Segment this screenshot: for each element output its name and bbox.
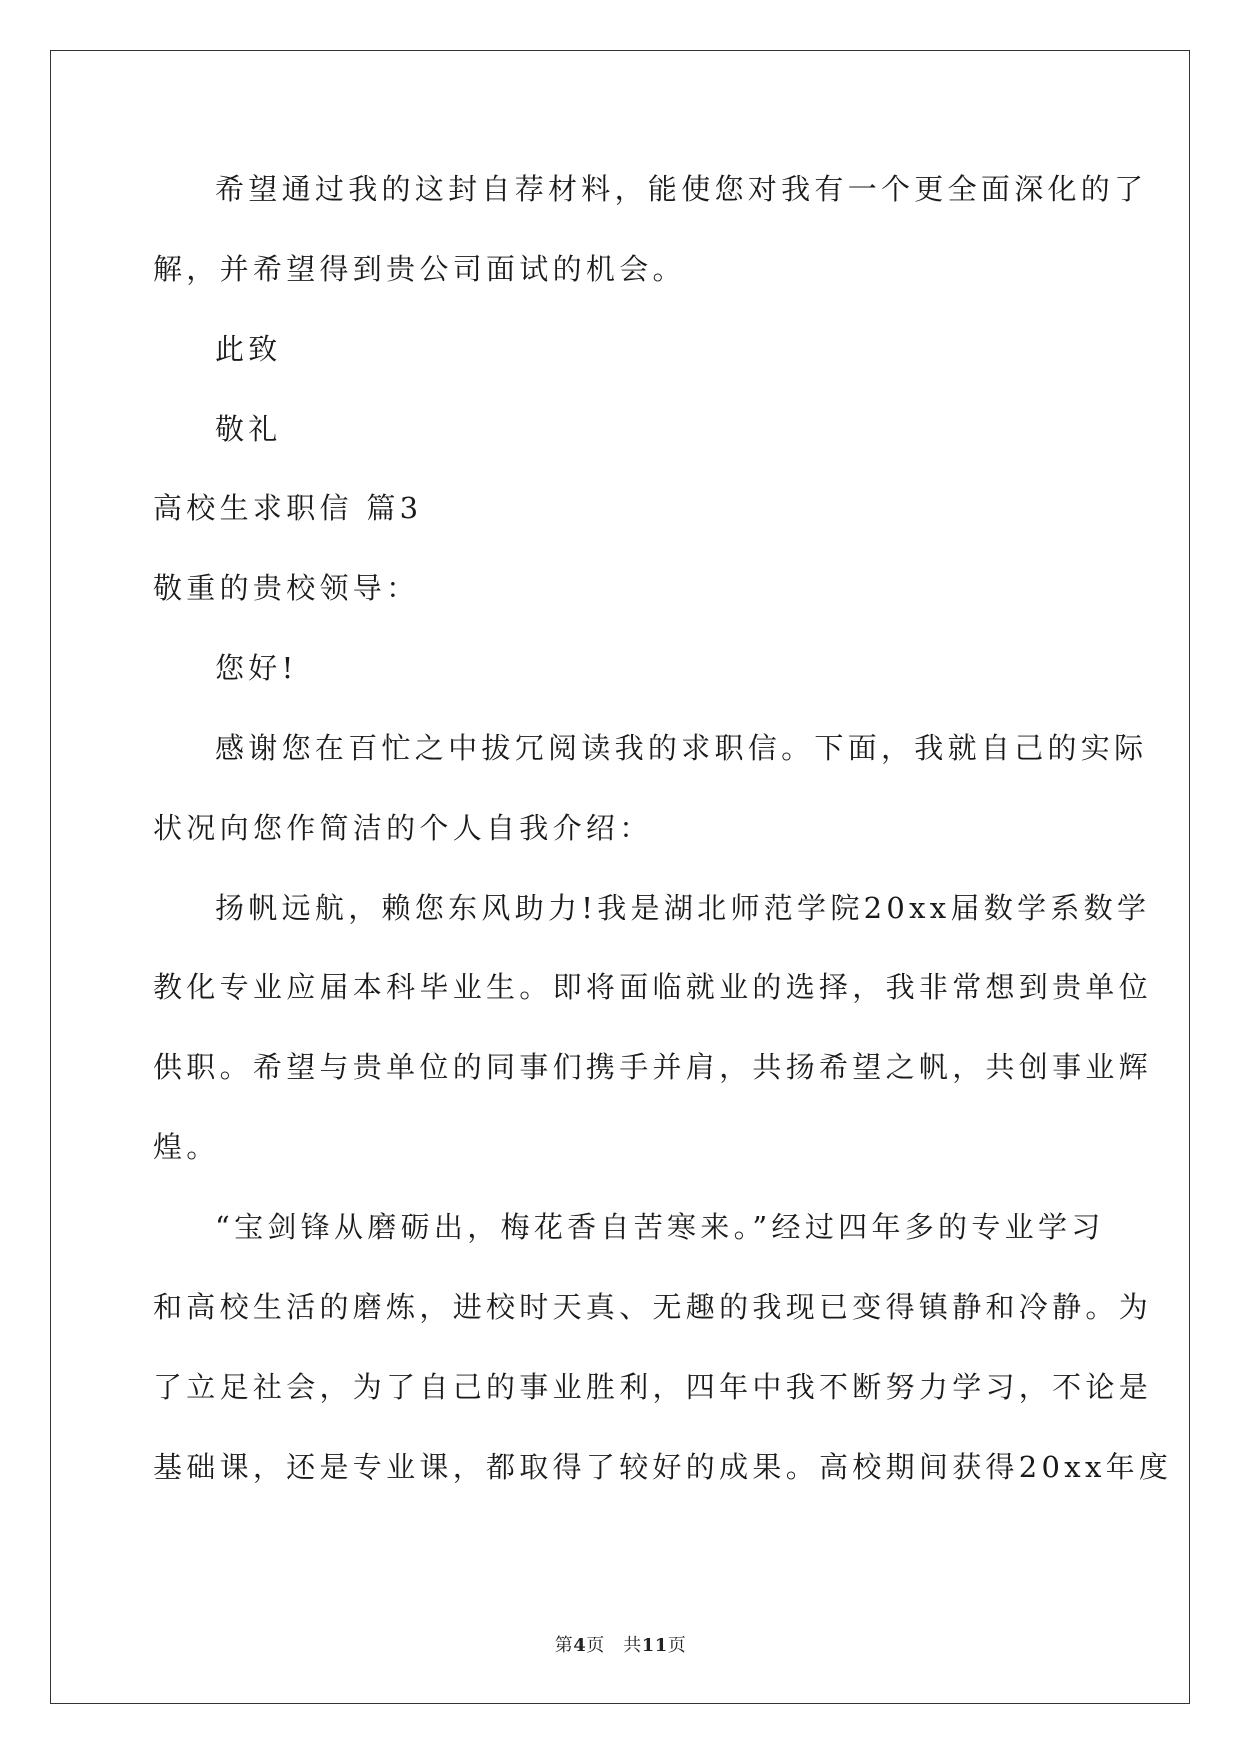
text-line: 希望通过我的这封自荐材料，能使您对我有一个更全面深化的了 (215, 172, 1148, 206)
text-line: 感谢您在百忙之中拔冗阅读我的求职信。下面，我就自己的实际 (215, 731, 1148, 765)
current-page-number: 4 (573, 1635, 587, 1656)
total-page-count: 11 (641, 1635, 668, 1656)
text-line: 敬礼 (215, 412, 282, 446)
text-line: 了立足社会，为了自己的事业胜利，四年中我不断努力学习，不论是 (153, 1370, 1153, 1404)
text-line: 状况向您作简洁的个人自我介绍： (153, 811, 653, 845)
text-line: 煌。 (153, 1130, 220, 1164)
footer-prefix: 第 (554, 1635, 574, 1656)
text-line: 扬帆远航，赖您东风助力!我是湖北师范学院20xx届数学系数学 (215, 891, 1151, 925)
salutation: 敬重的贵校领导： (153, 571, 420, 605)
text-line: 教化专业应届本科毕业生。即将面临就业的选择，我非常想到贵单位 (153, 970, 1153, 1004)
text-line: 和高校生活的磨炼，进校时天真、无趣的我现已变得镇静和冷静。为 (153, 1290, 1153, 1324)
footer-mid: 页 共 (586, 1635, 642, 1656)
section-heading: 高校生求职信 篇3 (153, 491, 423, 525)
page-number-footer (0, 1631, 1241, 1657)
text-line: 供职。希望与贵单位的同事们携手并肩，共扬希望之帆，共创事业辉 (153, 1050, 1153, 1084)
text-line: 基础课，还是专业课，都取得了较好的成果。高校期间获得20xx年度 (153, 1450, 1173, 1484)
text-line: 此致 (215, 332, 282, 366)
greeting: 您好! (215, 651, 298, 685)
footer-suffix: 页 (667, 1635, 687, 1656)
text-line: 解，并希望得到贵公司面试的机会。 (153, 252, 686, 286)
text-line: “宝剑锋从磨砺出，梅花香自苦寒来。”经过四年多的专业学习 (215, 1210, 1105, 1244)
